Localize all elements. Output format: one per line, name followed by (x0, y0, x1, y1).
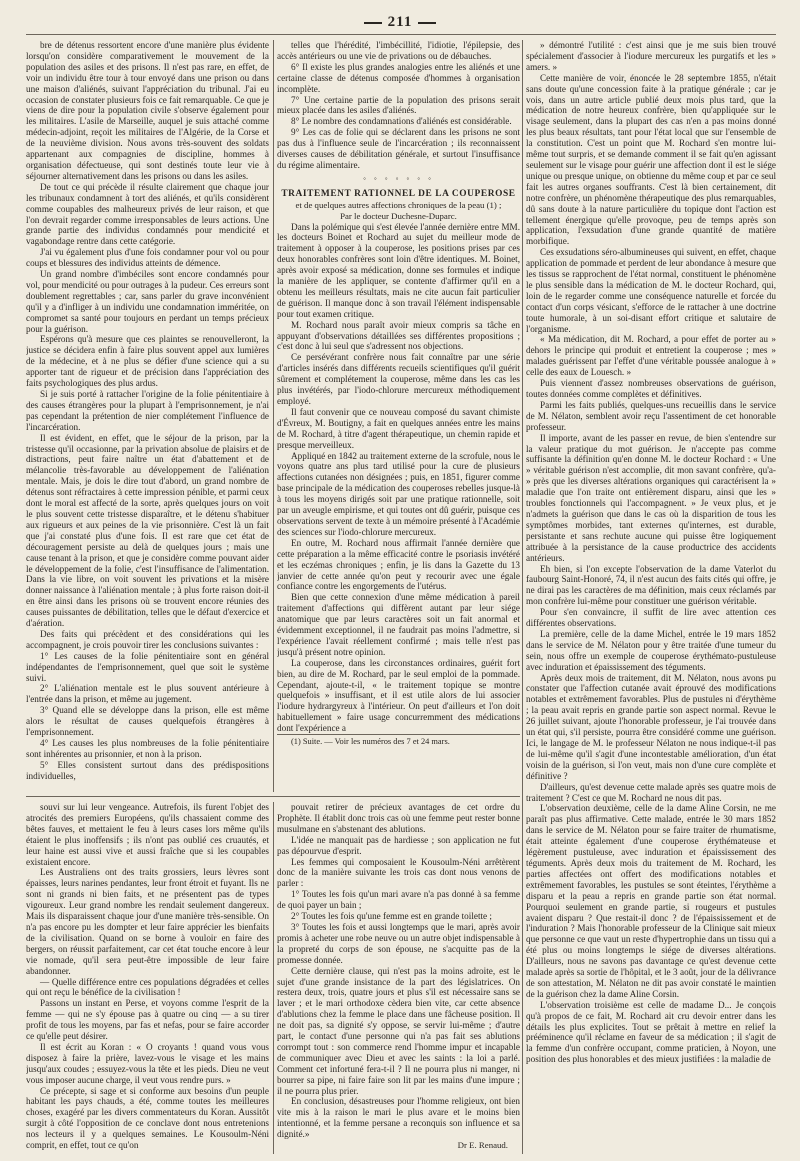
paragraph: Ce précepte, si sage et si conforme aux besoins d'un peuple habitant les pays chauds, a été, comme toutes les meilleures choses, exagéré par les divers commentateurs du Koran. Aussitôt surgit à côté l'opposition de ce conclave dont nous entretenions nos lecteurs il y a quelques semaines. Le Kousoulm-Néni comprit, en effet, tout ce qu'on (26, 1085, 269, 1151)
paragraph: Dans la polémique qui s'est élevée l'année dernière entre MM. les docteurs Boinet et Rochard au sujet du meilleur mode de traitement à opposer à la couperose, les positions prises par ces deux honorables confrères sont loin d'être identiques. M. Boinet, après avoir exposé sa médication, donne ses formules et indique la manière de les appliquer, se contente d'affirmer qu'il en a obtenu les meilleurs résultats, mais ne cite aucun fait particulier de guérison. Il manque donc à son travail l'élément indispensable pour tout examen critique. (277, 221, 520, 319)
paragraph: Il faut convenir que ce nouveau composé du savant chimiste d'Évreux, M. Boutigny, a fait en quelques années entre les mains de M. Rochard, à titre d'agent thérapeutique, un chemin rapide et presque merveilleux. (277, 406, 520, 450)
paragraph: telles que l'hérédité, l'imbécillité, l'idiotie, l'épilepsie, des accès antérieurs ou une vie de privations ou de débauches. (277, 40, 520, 61)
column-e-body (277, 802, 520, 1140)
footnote: (1) Suite. — Voir les numéros des 7 et 24 mars. (277, 734, 520, 748)
column-b-body (277, 222, 520, 735)
paragraph: pouvait retirer de précieux avantages de cet ordre du Prophète. Il établit donc trois cas où une femme peut rester bonne musulmane en s'abstenant des ablutions. (277, 802, 520, 834)
paragraph: 8° Le nombre des condamnations d'aliénés est considérable. (291, 116, 512, 127)
article-byline: Par le docteur Duchesne-Duparc. (340, 210, 457, 221)
paragraph: Bien que cette connexion d'une même médication à pareil traitement d'affections qui diffèrent autant par leur siége anatomique que par leurs caractères soit un fait anormal et évidemment exceptionnel, il ne faudrait pas moins l'admettre, si l'expérience l'avait réellement confirmé ; mais telle n'est pas jusqu'à présent notre opinion. (277, 592, 520, 657)
column-e (277, 802, 520, 1154)
paragraph: 6° Il existe les plus grandes analogies entre les aliénés et une certaine classe de détenus composée d'hommes à organisation incomplète. (277, 61, 520, 94)
paragraph: La première, celle de la dame Michel, entrée le 19 mars 1852 dans le service de M. Nélaton pour y être traitée d'une tumeur du sein, nous offre un exemple de couperose érythémato-pustuleuse avec induration et épaississement des téguments. (526, 628, 776, 672)
paragraph: En conclusion, désastreuses pour l'homme religieux, ont bien vite mis à la raison le mari le plus avare et le moins bien intentionné, et la femme persane a reconquis son influence et sa dignité.» (277, 1096, 520, 1140)
paragraph: L'observation troisième est celle de madame D... Je conçois qu'à propos de ce fait, M. Rochard ait cru devoir entrer dans les détails les plus explicites. Tout se prêtait à mettre en relief la prééminence qu'il réclame en faveur de sa médication ; il s'agit de la femme d'un confrère occupant, comme praticien, à Noyon, une position des plus honorables et des mieux justifiées : la maladie de (526, 999, 776, 1065)
column-b (277, 40, 520, 792)
paragraph: La couperose, dans les circonstances ordinaires, guérit fort bien, au dire de M. Rochard, par le seul emploi de la pommade. Cependant, ajoute-t-il, « le traitement topique se montre quelquefois » insuffisant, et il est utile alors de lui associer l'iodure hydrargyreux à l'intérieur. On peut d'ailleurs et l'on doit habituellement » faire usage concurremment des médications dont l'expérience a (277, 657, 520, 734)
paragraph: 1° Toutes les fois qu'un mari avare n'a pas donné à sa femme de quoi payer un bain ; (277, 889, 520, 911)
paragraph: Les femmes qui composaient le Kousoulm-Néni arrêtèrent donc de la manière suivante les trois cas dont nous venons de parler : (277, 856, 520, 889)
article-title: TRAITEMENT RATIONNEL DE LA COUPEROSE (281, 188, 516, 199)
column-d (26, 802, 269, 1154)
paragraph: D'ailleurs, qu'est devenue cette malade après ses quatre mois de traitement ? C'est ce que M. Rochard ne nous dit pas. (526, 781, 776, 803)
page-number: 211 (340, 14, 460, 31)
paragraph: L'observation deuxième, celle de la dame Aline Corsin, ne me paraît pas plus affirmative. Cette malade, entrée le 30 mars 1852 dans le service de M. Nélaton pour se faire traiter de rhumatisme, était atteinte également d'une couperose érythémateuse et légèrement pustuleuse, avec induration et épaississement des téguments. Après deux mois du traitement de M. Rochard, les parties affectées ont offert des modifications notables et extrêmement favorables, les pustules se sont éteintes, l'érythème a disparu et la peau a repris en grande partie son état normal. Pourquoi seulement en grande partie, si rougeurs et pustules avaient disparu ? Que restait-il donc ? de l'épaississement et de l'induration ? Mais l'honorable professeur de la Clinique sait mieux que personne ce que vaut un reste d'hypertrophie dans un tissu qui a été plus ou moins longtemps le siége de diverses altérations. D'ailleurs, nous ne savons pas davantage ce qu'est devenue cette malade après sa sortie de l'hôpital, et le 3 août, jour de la délivrance de son attestation, M. Nélaton ne dit pas avoir constaté le maintien de la guérison chez la dame Aline Corsin. (526, 803, 776, 999)
column-divider-left (273, 40, 274, 792)
paragraph: Pour s'en convaincre, il suffit de lire avec attention ces différentes observations. (526, 607, 776, 629)
paragraph: 3° Quand elle se développe dans la prison, elle est même alors le résultat de causes quelquefois étrangères à l'emprisonnement. (26, 705, 269, 738)
paragraph: Il est écrit au Koran : « O croyants ! quand vous vous disposez à faire la prière, lavez-vous le visage et les mains jusqu'aux coudes ; essuyez-vous la tête et les pieds. Dieu ne veut vous imposer aucune charge, il veut vous rendre purs. » (26, 1041, 269, 1085)
paragraph: — Quelle différence entre ces populations dégradées et celles qui ont reçu le bénéfice de la civilisation ! (26, 976, 269, 998)
paragraph: 7° Une certaine partie de la population des prisons serait mieux placée dans les asiles d'aliénés. (277, 94, 520, 116)
paragraph: bre de détenus ressortent encore d'une manière plus évidente lorsqu'on considère comparativement le mouvement de la population des asiles et des prisons. Il n'est pas rare, en effet, de voir un individu être tour à tour envoyé dans une prison ou dans une maison d'aliénés, suivant l'appréciation du tribunal. J'ai eu occasion de constater plusieurs fois ce fait remarquable. Ce que je viens de dire pour la population civile s'observe également pour les militaires. L'asile de Marseille, auquel je suis attaché comme médecin-adjoint, reçoit les militaires de l'Algérie, de la Corse et de la neuvième division. Nous avons très-souvent des soldats appartenant aux compagnies de discipline, hommes à organisation défectueuse, qui sont destinés toute leur vie à séjourner alternativement dans les prisons ou dans les asiles. (26, 40, 269, 181)
column-b-top (277, 40, 520, 171)
lower-section-rule (26, 796, 520, 797)
section-separator: ◦ ◦ ◦ ◦ ◦ ◦ ◦ (363, 173, 434, 183)
paragraph: Ces exsudations séro-albumineuses qui suivent, en effet, chaque application de pommade et perdent de leur abondance à mesure que les tissus se rapprochent de l'état normal, constituent le phénomène le plus sensible dans la médication de M. le docteur Rochard, qui, loin de le regarder comme une conséquence naturelle et forcée du contact d'un corps vésicant, s'efforce de le rattacher à une doctrine toute humorale, à un soi-disant effort critique et salutaire de l'organisme. (526, 247, 776, 334)
paragraph: Des faits qui précèdent et des considérations qui les accompagnent, je crois pouvoir tirer les conclusions suivantes : (26, 628, 269, 650)
signature: Dr E. Renaud. (457, 1140, 508, 1151)
paragraph: 2° L'aliénation mentale est le plus souvent antérieure à l'entrée dans la prison, et même au jugement. (26, 683, 269, 705)
paragraph: Espérons qu'à mesure que ces plaintes se renouvelleront, la justice se décidera enfin à faire plus souvent appel aux lumières de la médecine, et à ne plus se défier d'une science qui a su apporter tant de rigueur et de précision dans l'appréciation des faits psychologiques des plus ardus. (26, 334, 269, 389)
paragraph: 9° Les cas de folie qui se déclarent dans les prisons ne sont pas dus à l'influence seule de l'incarcération ; ils reconnaissent diverses causes de débilitation générale, et surtout l'insuffisance du régime alimentaire. (277, 127, 520, 170)
paragraph: Cette dernière clause, qui n'est pas la moins adroite, est le sujet d'une grande insistance de la part des législatrices. On restera deux, trois, quatre jours et plus s'il est nécessaire sans se laver ; et le mari orthodoxe cèdera bien vite, car cette absence d'ablutions chez la femme le place dans une fâcheuse position. Il ne doit pas, sa dignité s'y oppose, se servir lui-même ; d'autre part, le contact d'une personne qui n'a pas fait ses ablutions corrompt tout : son commerce rend l'homme impur et incapable de communiquer avec Dieu et avec les saints : la loi a parlé. Comment cet infortuné fera-t-il ? Il ne pourra plus ni manger, ni bourrer sa pipe, ni faire faire son lit par les mains d'une impure ; il ne pourra plus prier. (277, 965, 520, 1096)
article-subtitle: et de quelques autres affections chroniques de la peau (1) ; (295, 199, 502, 210)
paragraph: 2° Toutes les fois qu'une femme est en grande toilette ; (291, 911, 492, 922)
paragraph: Les Australiens ont des traits grossiers, leurs lèvres sont épaisses, leurs narines pendantes, leur front étroit et fuyant. Ils ne sont ni grands ni bien faits, et ne présentent pas de types vigoureux. Leur grand nombre les rendait seulement dangereux. Mais ils disparaissent chaque jour d'une manière très-sensible. On n'a pas encore pu les dompter et leur faire apprécier les bienfaits de la civilisation. Quand on se borne à vouloir en faire des bergers, on réussit parfaitement, car cet état touche encore à leur vie nomade, qu'il sera peut-être impossible de leur faire abandonner. (26, 867, 269, 976)
paragraph: Passons un instant en Perse, et voyons comme l'esprit de la femme — qui ne s'y épouse pas à quatre ou cinq — a su tirer profit de tous les moyens, par fas et nefas, pour se faire accorder ce qu'elle peut désirer. (26, 998, 269, 1042)
paragraph: M. Rochard nous paraît avoir mieux compris sa tâche en appuyant d'observations détaillées ses différentes propositions ; c'est donc à lui seul que s'adressent nos objections. (277, 319, 520, 352)
paragraph: Parmi les faits publiés, quelques-uns recueillis dans le service de M. Nélaton, semblent avoir reçu l'assentiment de cet honorable professeur. (526, 399, 776, 432)
paragraph: Un grand nombre d'imbéciles sont encore condamnés pour vol, pour mendicité ou pour outrages à la pudeur. Ces erreurs sont doublement regrettables ; car, sans parler du grave inconvénient qu'il y a d'infliger à un individu une condamnation imméritée, on compromet sa santé pour toujours en perdant un temps précieux pour la guérison. (26, 269, 269, 334)
paragraph: « Ma médication, dit M. Rochard, a pour effet de porter au » dehors le principe qui produit et entretient la couperose ; mes » malades guérissent par l'effet d'une véritable poussée analogue à » celle des eaux de Louesch. » (526, 334, 776, 378)
paragraph: Après deux mois de traitement, dit M. Nélaton, nous avons pu constater que l'affection cutanée avait éprouvé des modifications notables et extrêmement favorables. Plus de pustules ni d'érythème ; la peau avait repris en grande partie son aspect normal. Revue le 26 juillet suivant, ajoute l'honorable professeur, je l'ai trouvée dans un état qui, s'il persiste, pourra être considéré comme une guérison. Ici, le langage de M. le professeur Nélaton ne nous indique-t-il pas de lui-même qu'il s'agit d'une incontestable amélioration, d'un état voisin de la guérison, si l'on veut, mais non d'une cure complète et définitive ? (526, 672, 776, 781)
paragraph: Il est évident, en effet, que le séjour de la prison, par la tristesse qu'il occasionne, par la privation absolue de plaisirs et de distractions, peut faire naître un état d'abattement et de mélancolie très-favorable au développement de l'aliénation mentale. Mais, je dois le dire tout d'abord, un grand nombre de détenus sont réfractaires à cette impression pénible, et parmi ceux dont le moral est affecté de la sorte, après quelques jours on voit le plus souvent cette tristesse disparaître, et le détenu s'habituer aux rigueurs et aux peines de la vie prisonnière. C'est là un fait que j'ai constaté plus d'une fois. Il est rare que cet état de découragement persiste au delà de quelques jours ; mais une cause tenant à la prison, et que je considère comme pouvant aider le développement de la folie, c'est l'insuffisance de l'alimentation. Dans la vie libre, on voit souvent les privations et la misère donner naissance à l'aliénation mentale ; à plus forte raison doit-il en être ainsi dans les prisons où se trouvent encore réunies des causes puissantes de débilitation, telles que le défaut d'exercice et d'aération. (26, 432, 269, 629)
paragraph: souvi sur lui leur vengeance. Autrefois, ils furent l'objet des atrocités des premiers Européens, qu'ils chassaient comme des bêtes fauves, et mettaient le feu à leurs cases lors même qu'ils étaient le plus inoffensifs ; ils n'ont pas oublié ces cruautés, et leur haine est aussi vive et aussi fraîche que si les coupables existaient encore. (26, 802, 269, 867)
paragraph: De tout ce qui précède il résulte clairement que chaque jour les tribunaux condamnent à tort des aliénés, et qu'ils considèrent comme coupables des malheureux privés de leur raison, et que l'on devrait regarder comme irresponsables de leurs actions. Une grande partie des individus condamnés pour mendicité et vagabondage rentre dans cette catégorie. (26, 181, 269, 247)
paragraph: L'idée ne manquait pas de hardiesse ; son application ne fut pas dépourvue d'esprit. (277, 834, 520, 856)
paragraph: Il importe, avant de les passer en revue, de bien s'entendre sur la valeur pratique du mot guérison. Je n'accepte pas comme suffisante la définition qu'en donne M. le docteur Rochard : « Une » véritable guérison n'est accomplie, dit mon savant confrère, qu'a- » près que les diverses altérations organiques qui caractérisent la » maladie que l'on traite ont entièrement disparu, ainsi que les » troubles fonctionnels qui l'accompagnent. » Je veux plus, et je n'admets la guérison que dans le cas où la disparition de tous les symptômes morbides, tant externes qu'internes, est durable, persistante et sans rechute aucune qui puisse être logiquement attribuée à la persistance de la cause productrice des accidents antérieurs. (526, 432, 776, 563)
paragraph: 5° Elles consistent surtout dans des prédispositions individuelles, (26, 759, 269, 781)
paragraph: Puis viennent d'assez nombreuses observations de guérison, toutes données comme complètes et définitives. (526, 378, 776, 399)
header-rule (26, 34, 776, 35)
paragraph: 4° Les causes les plus nombreuses de la folie pénitentiaire sont inhérentes au prisonnier, et non à la prison. (26, 738, 269, 759)
column-divider-lower (273, 802, 274, 1154)
paragraph: 3° Toutes les fois et aussi longtemps que le mari, après avoir promis à acheter une robe neuve ou un autre objet indispensable à la propreté du corps de son épouse, ne s'acquitte pas de la promesse donnée. (277, 921, 520, 965)
column-c (526, 40, 776, 1154)
paragraph: Cette manière de voir, énoncée le 28 septembre 1855, n'était sans doute qu'une concession faite à la pratique générale ; car je vois, dans un autre article publié deux mois plus tard, que la médication de notre heureux confrère, bien qu'appliquée sur le visage seulement, dans la plupart des cas n'en a pas moins donné les plus beaux résultats, tant pour l'état local que sur l'ensemble de la constitution. C'est un point que M. Rochard s'en montre lui-même tout surpris, et se demande comment il se fait qu'en agissant seulement sur le visage pour guérir une affection dont il est le siége unique ou presque unique, on obtienne du même coup et par ce seul fait les autres organes souffrants. C'est là bien certainement, dit notre confrère, un phénomène thérapeutique des plus remarquables, dû sans doute à la nature particulière du topique dont l'action est tellement énergique qu'elle provoque, peu de temps après son application, l'exsudation d'une grande quantité de matière morbifique. (526, 72, 776, 247)
column-a (26, 40, 269, 792)
paragraph: » démontré l'utilité : c'est ainsi que je me suis bien trouvé spécialement d'associer à l'iodure mercureux les purgatifs et les » amers. » (526, 40, 776, 72)
paragraph: Appliqué en 1842 au traitement externe de la scrofule, nous le voyons quatre ans plus tard utilisé pour la cure de plusieurs affections cutanées non désignées ; puis, en 1851, figurer comme base principale de la médication des couperoses rebelles jusque-là à tous les moyens dirigés soit par une pratique rationnelle, soit par un aveugle empirisme, et qui toutes ont dû guérir, puisque ces observations servent de texte à un mémoire présenté à l'Académie des sciences sur l'iodo-chlorure mercureux. (277, 450, 520, 537)
paragraph: Ce persévérant confrère nous fait connaître par une série d'articles insérés dans différents recueils scientifiques qu'il guérit sûrement et complétement la couperose, même dans les cas les plus invétérés, par l'iodo-chlorure mercureux méthodiquement employé. (277, 352, 520, 406)
paragraph: 1° Les causes de la folie pénitentiaire sont en général indépendantes de l'emprisonnement, quel que soit le système suivi. (26, 650, 269, 683)
paragraph: Eh bien, si l'on excepte l'observation de la dame Vaterlot du faubourg Saint-Honoré, 74, il n'est aucun des faits cités qui offre, je ne dirai pas les caractères de ma définition, mais ceux réclamés par mon confrère lui-même pour constituer une guérison véritable. (526, 563, 776, 607)
column-divider-right (522, 40, 523, 1154)
paragraph: J'ai vu également plus d'une fois condamner pour vol ou pour coups et blessures des individus atteints de démence. (26, 247, 269, 269)
paragraph: En outre, M. Rochard nous affirmait l'année dernière que cette préparation a la même efficacité contre le psoriasis invétéré et les eczémas chroniques ; enfin, je lis dans la Gazette du 13 janvier de cette année qu'on peut y recourir avec une égale confiance contre les engorgements de l'utérus. (277, 537, 520, 592)
paragraph: Si je suis porté à rattacher l'origine de la folie pénitentiaire à des causes étrangères pour la plupart à l'emprisonnement, je n'ai pas cependant la prétention de nier complétement l'influence de l'incarcération. (26, 389, 269, 432)
